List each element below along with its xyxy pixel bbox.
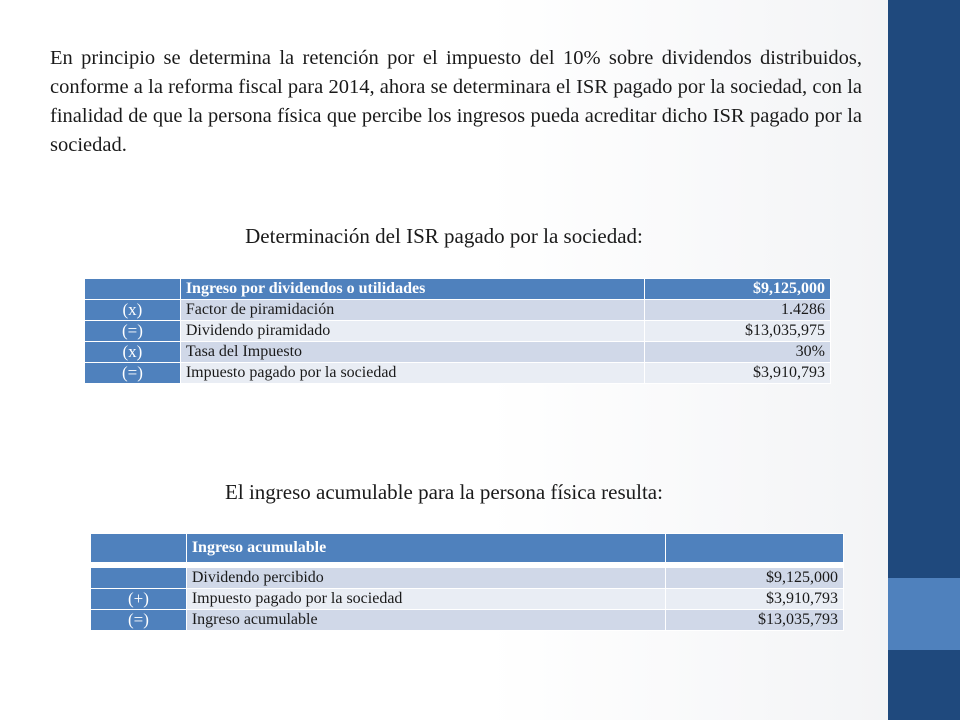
row-value: $3,910,793 bbox=[645, 363, 831, 384]
row-label: Tasa del Impuesto bbox=[180, 342, 644, 363]
row-label: Factor de piramidación bbox=[180, 300, 644, 321]
row-operator: (=) bbox=[85, 363, 181, 384]
row-label: Impuesto pagado por la sociedad bbox=[186, 589, 665, 610]
table-row bbox=[85, 300, 831, 321]
row-value: $3,910,793 bbox=[666, 589, 844, 610]
isr-calculation-table bbox=[84, 278, 831, 384]
header-label-cell: Ingreso acumulable bbox=[186, 534, 665, 563]
row-operator: (=) bbox=[91, 610, 187, 631]
header-value-cell: $9,125,000 bbox=[645, 279, 831, 300]
slide-sidebar-accent bbox=[888, 578, 960, 650]
row-operator: (x) bbox=[85, 342, 181, 363]
header-op-cell bbox=[91, 534, 187, 563]
table-row bbox=[91, 568, 844, 589]
header-value-cell bbox=[666, 534, 844, 563]
table-row bbox=[91, 610, 844, 631]
header-label-cell: Ingreso por dividendos o utilidades bbox=[180, 279, 644, 300]
table-header-row bbox=[91, 534, 844, 563]
row-operator: (x) bbox=[85, 300, 181, 321]
row-value: $9,125,000 bbox=[666, 568, 844, 589]
table-row bbox=[85, 321, 831, 342]
row-label: Dividendo piramidado bbox=[180, 321, 644, 342]
row-value: $13,035,793 bbox=[666, 610, 844, 631]
row-operator: (+) bbox=[91, 589, 187, 610]
row-operator bbox=[91, 568, 187, 589]
row-label: Ingreso acumulable bbox=[186, 610, 665, 631]
table-row bbox=[85, 363, 831, 384]
section-heading-ingreso: El ingreso acumulable para la persona física resulta: bbox=[225, 480, 663, 504]
ingreso-acumulable-table bbox=[90, 533, 844, 631]
row-label: Impuesto pagado por la sociedad bbox=[180, 363, 644, 384]
table-row bbox=[85, 342, 831, 363]
header-op-cell bbox=[85, 279, 181, 300]
row-operator: (=) bbox=[85, 321, 181, 342]
row-value: $13,035,975 bbox=[645, 321, 831, 342]
section-heading-isr: Determinación del ISR pagado por la sociedad: bbox=[245, 224, 643, 248]
row-value: 1.4286 bbox=[645, 300, 831, 321]
table-row bbox=[91, 589, 844, 610]
intro-paragraph: En principio se determina la retención por el impuesto del 10% sobre dividendos distribuidos, conforme a la reforma fiscal para 2014, ahora se determinara el ISR pagado por la sociedad, con la finalidad de que la persona física que percibe los ingresos pueda acreditar dicho ISR pagado por la sociedad. bbox=[50, 47, 862, 156]
row-label: Dividendo percibido bbox=[186, 568, 665, 589]
table-header-row bbox=[85, 279, 831, 300]
row-value: 30% bbox=[645, 342, 831, 363]
